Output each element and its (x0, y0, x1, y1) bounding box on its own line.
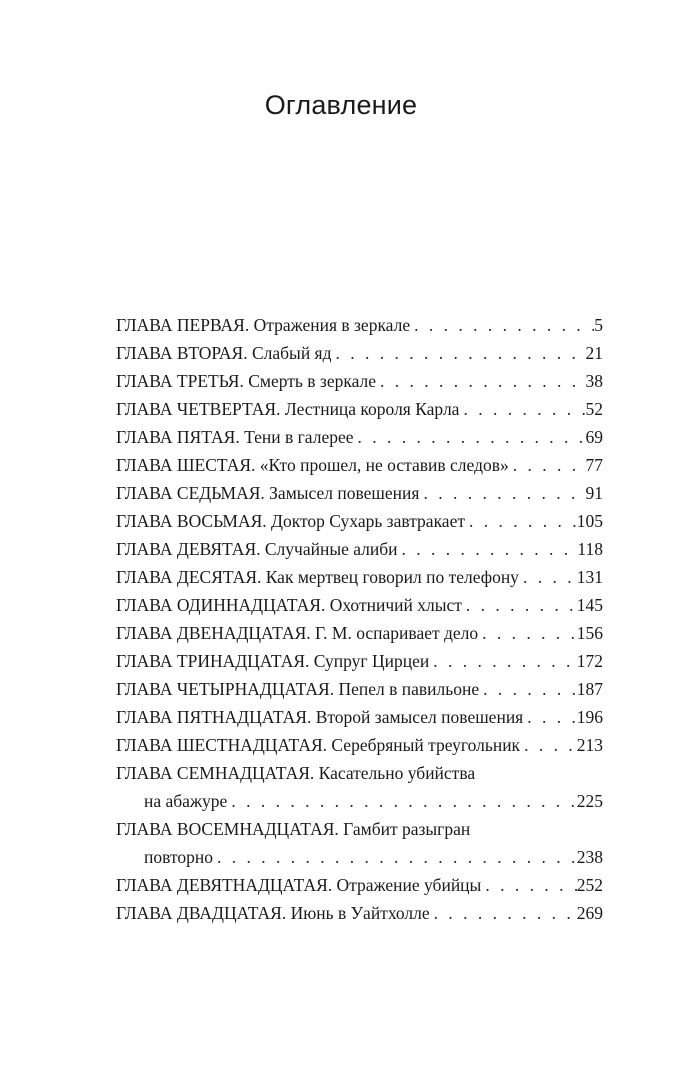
toc-entry (116, 535, 603, 563)
toc-entry (116, 731, 603, 759)
toc-entry (116, 871, 603, 899)
toc-entry-line (116, 507, 603, 535)
page-number: 252 (576, 875, 603, 895)
toc-entry-line (116, 563, 603, 591)
page-number: 269 (576, 903, 603, 923)
toc-entry-line (116, 367, 603, 395)
chapter-title: ГЛАВА ТРЕТЬЯ. Смерть в зеркале (116, 371, 376, 391)
page-number: 69 (585, 427, 603, 447)
dot-leader (523, 703, 577, 731)
chapter-title: ГЛАВА ДВЕНАДЦАТАЯ. Г. М. оспаривает дело (116, 623, 479, 643)
toc-entry (116, 759, 603, 815)
chapter-title: ГЛАВА ШЕСТНАДЦАТАЯ. Серебряный треугольник (116, 735, 521, 755)
chapter-title: ГЛАВА ПЕРВАЯ. Отражения в зеркале (116, 315, 411, 335)
page-number: 196 (576, 707, 603, 727)
toc-entry-line (116, 479, 603, 507)
toc-entry-line (116, 703, 603, 731)
dot-leader (430, 899, 577, 927)
toc-entry-line (116, 395, 603, 423)
toc-entry (116, 423, 603, 451)
page-number: 105 (576, 511, 603, 531)
page-number: 77 (585, 455, 603, 475)
toc-entry (116, 815, 603, 871)
dot-leader (354, 423, 586, 451)
toc-entry (116, 619, 603, 647)
toc-entry (116, 899, 603, 927)
toc-entry-line (116, 787, 603, 815)
chapter-title: ГЛАВА СЕМНАДЦАТАЯ. Касательно убийства (116, 763, 476, 783)
chapter-title: ГЛАВА ЧЕТЫРНАДЦАТАЯ. Пепел в павильоне (116, 679, 480, 699)
dot-leader (227, 787, 576, 815)
toc-entry-line (116, 731, 603, 759)
toc-entry-line (116, 339, 603, 367)
chapter-title: ГЛАВА ОДИННАДЦАТАЯ. Охотничий хлыст (116, 595, 462, 615)
dot-leader (520, 731, 577, 759)
toc-entry (116, 563, 603, 591)
page-number: 238 (576, 847, 603, 867)
dot-leader (398, 535, 578, 563)
page-number: 52 (585, 399, 603, 419)
table-of-contents (116, 311, 603, 927)
chapter-title: ГЛАВА СЕДЬМАЯ. Замысел повешения (116, 483, 420, 503)
page-number: 38 (585, 371, 603, 391)
page-number: 187 (576, 679, 603, 699)
toc-entry (116, 451, 603, 479)
dot-leader (481, 871, 576, 899)
chapter-title: ГЛАВА ЧЕТВЕРТАЯ. Лестница короля Карла (116, 399, 460, 419)
toc-entry-line (116, 451, 603, 479)
page-number: 172 (576, 651, 603, 671)
dot-leader (478, 619, 577, 647)
toc-entry-line (116, 675, 603, 703)
dot-leader (213, 843, 577, 871)
toc-entry-line (116, 311, 603, 339)
toc-entry (116, 507, 603, 535)
page-title: Оглавление (264, 90, 418, 120)
dot-leader (376, 367, 586, 395)
dot-leader (410, 311, 594, 339)
page-number: 156 (576, 623, 603, 643)
page-number: 91 (585, 483, 603, 503)
toc-entry-line (116, 535, 603, 563)
dot-leader (462, 591, 577, 619)
toc-entry-line (116, 647, 603, 675)
toc-entry (116, 395, 603, 423)
dot-leader (459, 395, 585, 423)
toc-entry-line (116, 871, 603, 899)
chapter-title-continuation: повторно (144, 847, 213, 867)
dot-leader (509, 451, 586, 479)
toc-entry-line (116, 423, 603, 451)
chapter-title: ГЛАВА ТРИНАДЦАТАЯ. Супруг Цирцеи (116, 651, 430, 671)
dot-leader (479, 675, 577, 703)
chapter-title-continuation: на абажуре (144, 791, 228, 811)
toc-entry-line (116, 759, 603, 787)
chapter-title: ГЛАВА ДЕСЯТАЯ. Как мертвец говорил по телефону (116, 567, 519, 587)
toc-entry (116, 311, 603, 339)
toc-entry (116, 703, 603, 731)
toc-entry-line (116, 591, 603, 619)
toc-entry-line (116, 843, 603, 871)
page-number: 225 (576, 791, 603, 811)
toc-entry-line (116, 899, 603, 927)
chapter-title: ГЛАВА ВТОРАЯ. Слабый яд (116, 343, 332, 363)
page-number: 118 (577, 539, 603, 559)
toc-entry (116, 647, 603, 675)
page-number: 145 (576, 595, 603, 615)
chapter-title: ГЛАВА ШЕСТАЯ. «Кто прошел, не оставив следов» (116, 455, 509, 475)
chapter-title: ГЛАВА ДЕВЯТАЯ. Случайные алиби (116, 539, 398, 559)
toc-entry (116, 339, 603, 367)
dot-leader (465, 507, 577, 535)
toc-entry (116, 591, 603, 619)
page-number: 21 (585, 343, 603, 363)
dot-leader (419, 479, 585, 507)
chapter-title: ГЛАВА ДЕВЯТНАДЦАТАЯ. Отражение убийцы (116, 875, 482, 895)
dot-leader (332, 339, 586, 367)
toc-entry (116, 479, 603, 507)
dot-leader (429, 647, 577, 675)
chapter-title: ГЛАВА ВОСЕМНАДЦАТАЯ. Гамбит разыгран (116, 819, 471, 839)
chapter-title: ГЛАВА ПЯТАЯ. Тени в галерее (116, 427, 354, 447)
page-number: 5 (594, 315, 603, 335)
chapter-title: ГЛАВА ДВАДЦАТАЯ. Июнь в Уайтхолле (116, 903, 430, 923)
dot-leader (519, 563, 577, 591)
toc-entry (116, 367, 603, 395)
toc-entry-line (116, 815, 603, 843)
chapter-title: ГЛАВА ПЯТНАДЦАТАЯ. Второй замысел повешения (116, 707, 524, 727)
toc-entry-line (116, 619, 603, 647)
page-number: 213 (576, 735, 603, 755)
toc-entry (116, 675, 603, 703)
chapter-title: ГЛАВА ВОСЬМАЯ. Доктор Сухарь завтракает (116, 511, 465, 531)
page-number: 131 (576, 567, 603, 587)
